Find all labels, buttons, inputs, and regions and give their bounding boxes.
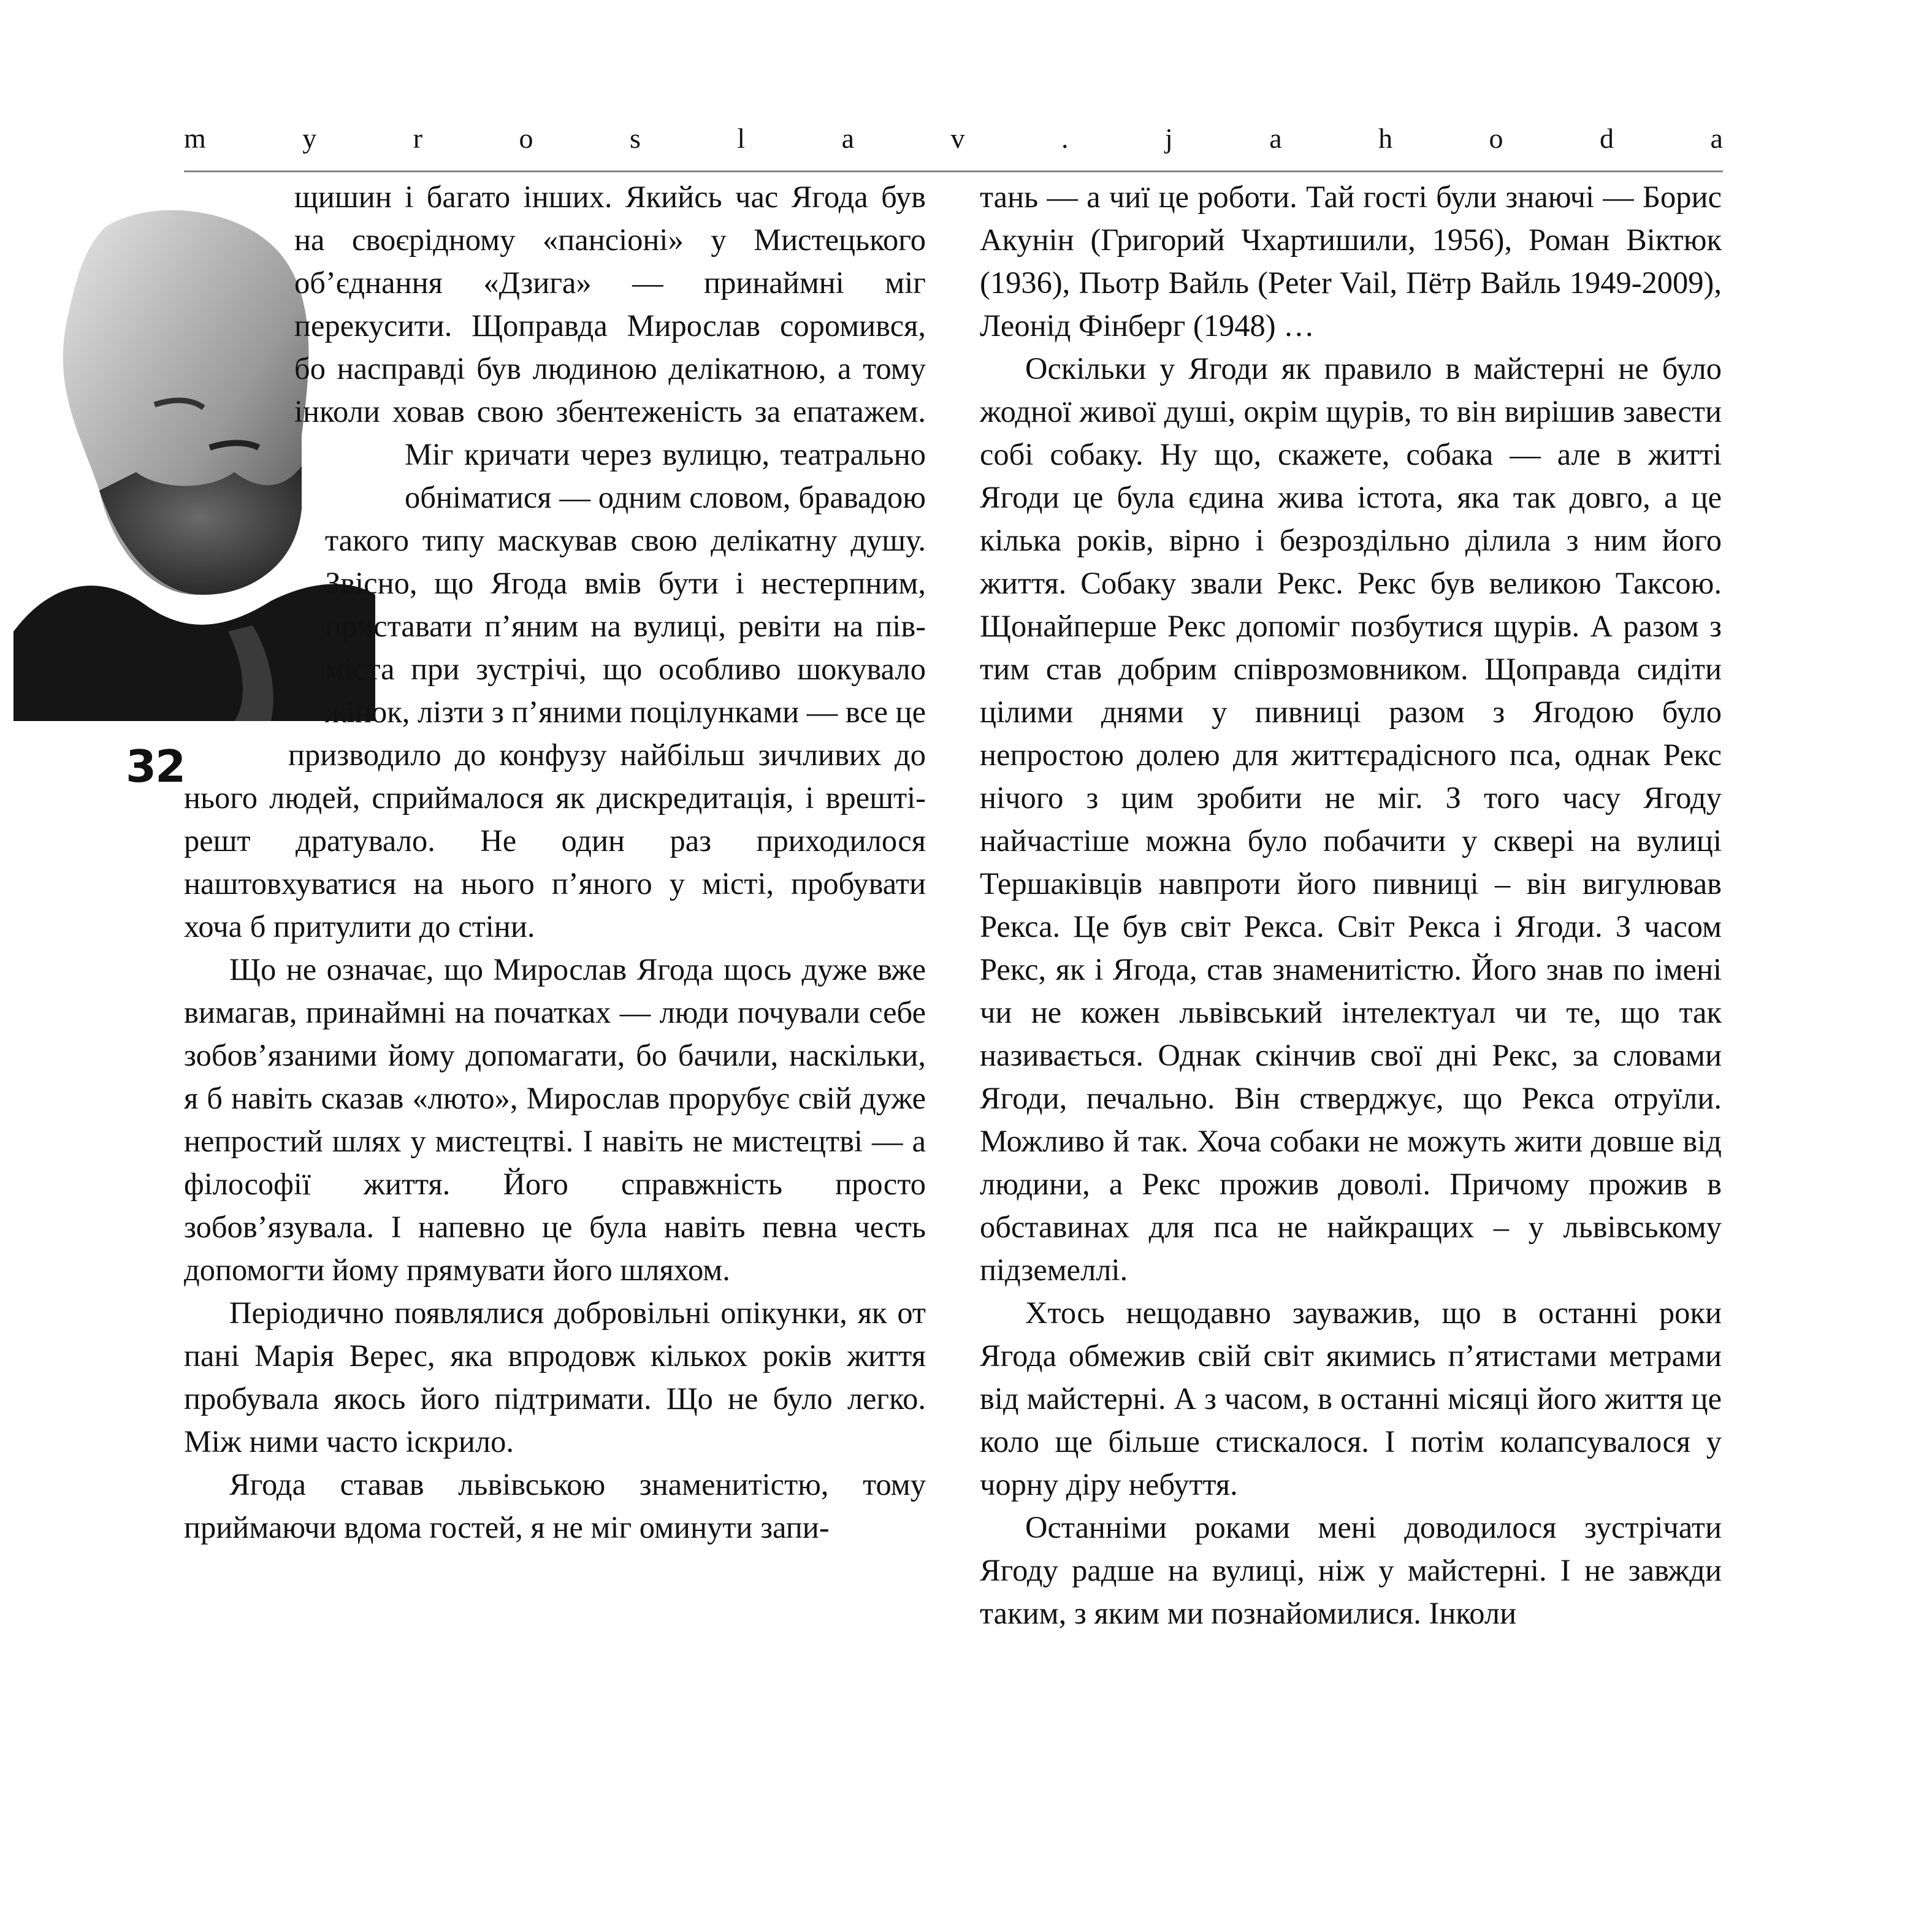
- right-column: [980, 175, 1722, 1635]
- page-number: 32: [126, 741, 185, 792]
- header-letter: l: [737, 123, 746, 154]
- header-letter: a: [1269, 123, 1282, 154]
- header-letter: y: [302, 123, 317, 154]
- header-letter: a: [1710, 123, 1723, 154]
- header-rule: [184, 170, 1723, 172]
- paragraph: Оскільки у Ягоди як правило в майстерні не було жодної живої душі, окрім щурів, то він вирішив завести собі собаку. Ну що, скажете, собака — але в житті Ягоди це була єдина жива істота, яка так довго, а це кілька років, вірно і безроздільно ділила з ним його життя. Собаку звали Рекс. Рекс був великою Таксою. Щонайперше Рекс допоміг позбутися щурів. А разом з тим став добрим співрозмовником. Щоправда сидіти цілими днями у пивниці разом з Ягодою було непростою долею для життєрадісного пса, однак Рекс нічого з цим зробити не міг. З того часу Ягоду найчастіше можна було побачити у сквері на вулиці Тершаківців навпроти його пивниці – він вигулював Рекса. Це був світ Рекса. Світ Рекса і Ягоди. З часом Рекс, як і Ягода, став знаменитістю. Його знав по імені чи не кожен львівський інтелектуал чи те, що так називається. Однак скінчив свої дні Рекс, за словами Ягоди, печально. Він стверджує, що Рекса отруїли. Можливо й так. Хоча собаки не можуть жити довше від людини, а Рекс прожив доволі. Причому прожив в обставинах для пса не найкращих – у львівському підземеллі.: [980, 351, 1722, 1287]
- paragraph: Ягода ставав львівською знаменитістю, тому приймаючи вдома гостей, я не міг оминути запи-: [184, 1467, 926, 1544]
- header-letter: .: [1061, 123, 1069, 154]
- paragraph: тань — а чиї це роботи. Тай гості були знаючі — Борис Акунін (Григорий Чхартишили, 1956), Роман Віктюк (1936), Пьотр Вайль (Peter Vail, Пётр Вайль 1949-2009), Леонід Фінберг (1948) …: [980, 180, 1722, 343]
- header-letter: o: [1489, 123, 1503, 154]
- running-header: [184, 118, 1723, 155]
- header-letter: m: [184, 123, 206, 154]
- header-letter: r: [413, 123, 423, 154]
- header-letter: d: [1600, 123, 1614, 154]
- paragraph: Останніми роками мені доводилося зустрічати Ягоду радше на вулиці, ніж у майстерні. І не завжди таким, з яким ми познайомилися. Інколи: [980, 1510, 1722, 1630]
- paragraph: Хтось нещодавно зауважив, що в останні роки Ягода обмежив свій світ якимись п’ятистами метрами від майстерні. А з часом, в останні місяці його життя це коло ще більше стискалося. І потім колапсувалося у чорну діру небуття.: [980, 1296, 1722, 1502]
- header-letter: h: [1378, 123, 1393, 154]
- paragraph: Що не означає, що Мирослав Ягода щось дуже вже вимагав, принаймні на початках — люди почували себе зобов’язаними йому допомагати, бо бачили, наскільки, я б навіть сказав «люто», Мирослав прорубує свій дуже непростий шлях у мистецтві. І навіть не мистецтві — а філософії життя. Його справжність просто зобов’язувала. І напевно це була навіть певна честь допомогти йому прямувати його шляхом.: [184, 952, 926, 1287]
- header-letter: s: [629, 123, 641, 154]
- paragraph: Періодично появлялися добровільні опікунки, як от пані Марія Верес, яка впродовж кількох років життя пробувала якось його підтримати. Що не було легко. Між ними часто іскрило.: [184, 1296, 926, 1459]
- header-letter: v: [950, 123, 965, 154]
- header-letter: j: [1164, 123, 1173, 154]
- header-letter: o: [519, 123, 533, 154]
- header-letter: a: [841, 123, 855, 154]
- paragraph: щишин і багато інших. Якийсь час Ягода був на своєрідному «пансіоні» у Мистецького об’єднання «Дзига» — принаймні міг перекусити. Щоправда Мирослав соромився, бо насправді був людиною делікатною, а тому інколи ховав свою збентеженість за епатажем. Міг кричати через вулицю, театрально обніматися — одним словом, бравадою такого типу маскував свою делікатну душу. Звісно, що Ягода вмів бути і нестерпним, приставати п’яним на вулиці, ревіти на пів-міста при зустрічі, що особливо шокувало жінок, лізти з п’яними поцілунками — все це призводило до конфузу найбільш зичливих до нього людей, сприймалося як дискредитація, і врешті-решт дратувало. Не один раз приходилося наштовхуватися на нього п’яного у місті, пробувати хоча б притулити до стіни.: [184, 180, 926, 944]
- left-column: [184, 175, 926, 1549]
